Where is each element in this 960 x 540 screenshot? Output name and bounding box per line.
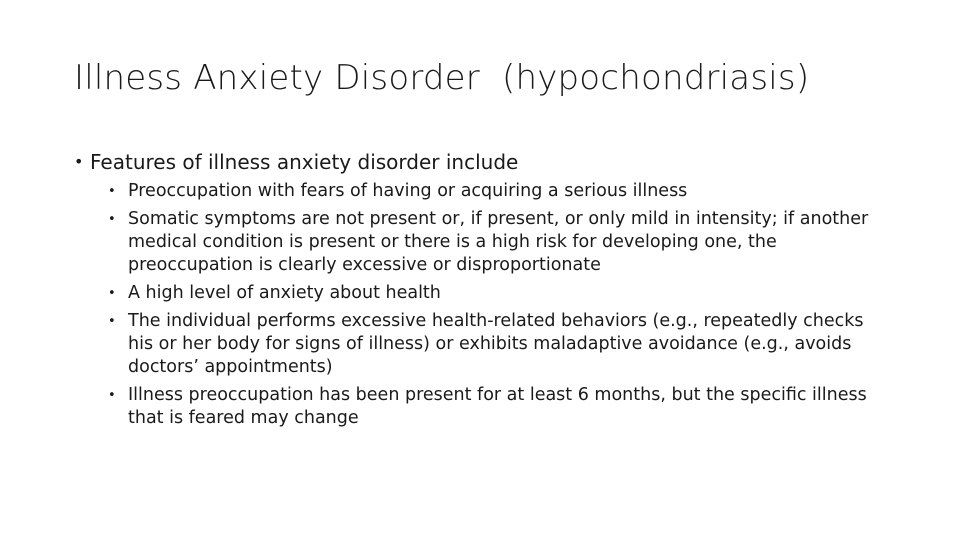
sub-bullet-list bbox=[74, 180, 894, 430]
bullet-icon: • bbox=[108, 184, 116, 199]
sub-bullet-text: A high level of anxiety about health bbox=[128, 283, 441, 303]
sub-bullet-item bbox=[108, 208, 894, 277]
sub-bullet-text: Preoccupation with fears of having or acquiring a serious illness bbox=[128, 181, 688, 201]
sub-bullet-text: Somatic symptoms are not present or, if present, or only mild in intensity; if another medical condition is present or there is a high risk for developing one, the preoccupation is clearly excessive or disproportionate bbox=[128, 209, 869, 275]
sub-bullet-item bbox=[108, 180, 894, 203]
sub-bullet-item bbox=[108, 310, 894, 379]
main-bullet-item bbox=[74, 148, 894, 176]
sub-bullet-item bbox=[108, 384, 894, 430]
bullet-icon: • bbox=[108, 388, 116, 403]
slide-title: Illness Anxiety Disorder (hypochondriasis) bbox=[74, 58, 810, 98]
bullet-icon: • bbox=[108, 314, 116, 329]
main-bullet-text: Features of illness anxiety disorder include bbox=[90, 150, 519, 174]
bullet-icon: • bbox=[108, 212, 116, 227]
sub-bullet-text: The individual performs excessive health-related behaviors (e.g., repeatedly checks his or her body for signs of illness) or exhibits maladaptive avoidance (e.g., avoids doctors’ appointments) bbox=[128, 311, 864, 377]
bullet-icon: • bbox=[108, 286, 116, 301]
sub-bullet-item bbox=[108, 282, 894, 305]
sub-bullet-text: Illness preoccupation has been present for at least 6 months, but the specific illness that is feared may change bbox=[128, 385, 867, 428]
bullet-icon: • bbox=[74, 152, 84, 171]
slide-content bbox=[74, 148, 894, 435]
